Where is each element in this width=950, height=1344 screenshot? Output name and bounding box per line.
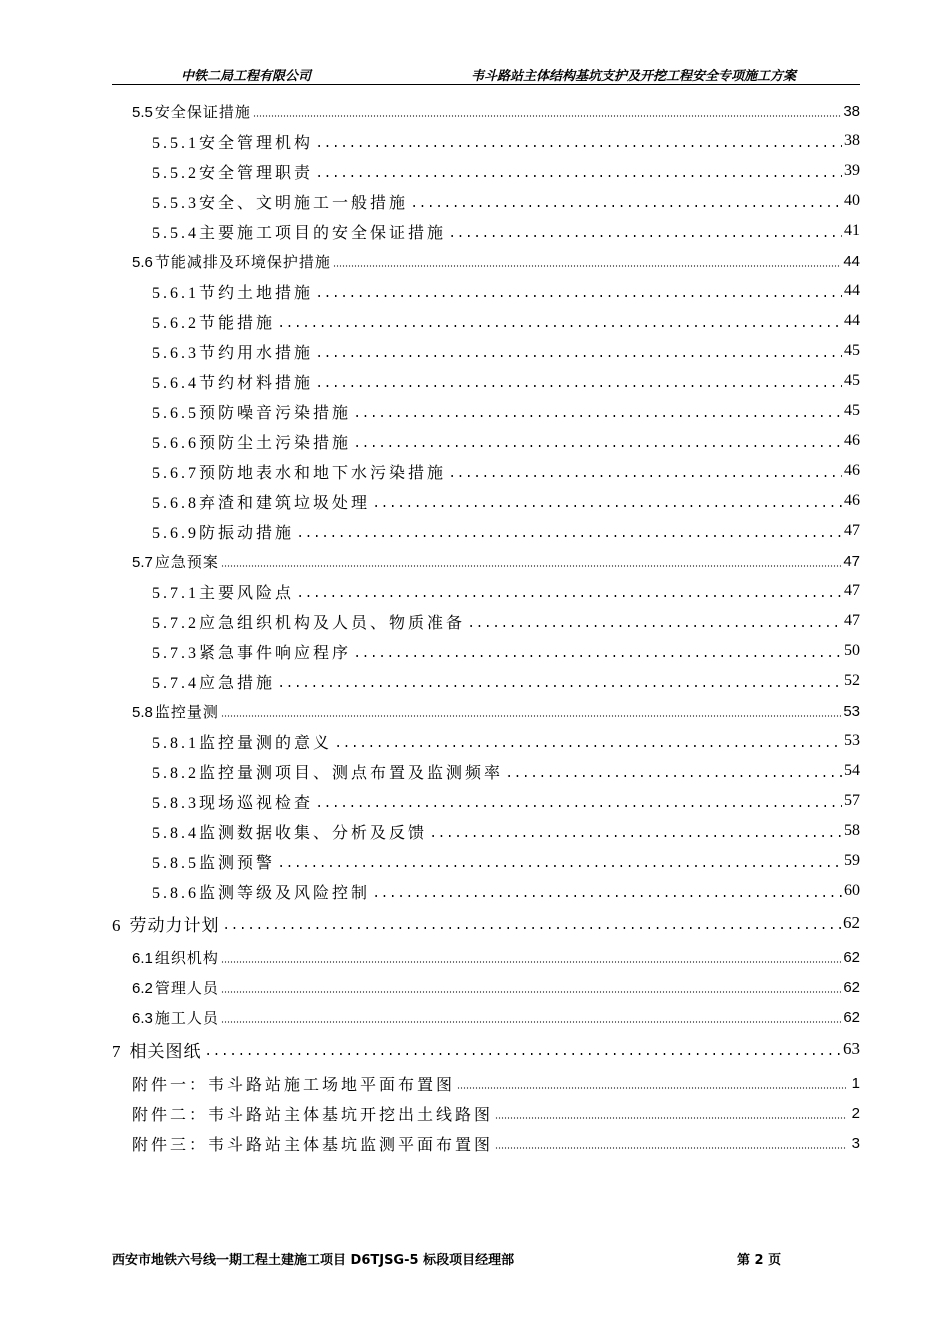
header-company: 中铁二局工程有限公司 xyxy=(181,69,312,84)
toc-entry-page: 57 xyxy=(844,792,860,809)
toc-entry-page: 52 xyxy=(844,672,860,689)
toc-entry-page: 1 xyxy=(851,1074,860,1092)
header-doc-title: 韦斗路站主体结构基坑支护及开挖工程安全专项施工方案 xyxy=(470,69,796,84)
toc-entry-number: 附件二： xyxy=(132,1104,209,1124)
toc-entry-title: 预防噪音污染措施 xyxy=(199,402,352,422)
toc-entry-label xyxy=(132,551,219,572)
toc-entry-label xyxy=(152,430,351,453)
toc-dot-leader xyxy=(448,216,842,246)
toc-entry-title: 管理人员 xyxy=(154,978,219,997)
toc-entry-page: 53 xyxy=(843,702,860,720)
toc-entry[interactable] xyxy=(112,908,860,938)
toc-entry-number: 5.8.6 xyxy=(152,884,199,902)
toc-entry-number: 5.6.4 xyxy=(152,374,199,392)
toc-entry[interactable] xyxy=(152,336,860,366)
toc-entry[interactable] xyxy=(132,972,860,1002)
toc-entry-label xyxy=(152,400,351,423)
toc-entry-number: 5.7.1 xyxy=(152,584,199,602)
toc-entry[interactable] xyxy=(152,516,860,546)
toc-dot-leader xyxy=(448,456,842,486)
toc-dot-leader xyxy=(222,908,842,938)
toc-entry-title: 主要施工项目的安全保证措施 xyxy=(199,222,447,242)
toc-entry-page: 47 xyxy=(843,552,860,570)
toc-entry-title: 安全、文明施工一般措施 xyxy=(199,192,409,212)
toc-dot-leader xyxy=(204,1034,842,1064)
toc-entry-page: 62 xyxy=(843,978,860,996)
toc-entry-title: 安全管理职责 xyxy=(199,162,314,182)
toc-entry-title: 监控量测 xyxy=(154,702,219,721)
toc-entry[interactable] xyxy=(152,816,860,846)
toc-dot-leader xyxy=(315,276,842,306)
toc-dot-leader xyxy=(353,636,842,666)
toc-entry-label xyxy=(132,1102,493,1125)
toc-entry-number: 5.8.1 xyxy=(152,734,199,752)
toc-entry-page: 39 xyxy=(844,162,860,179)
toc-entry-number: 6.2 xyxy=(132,979,153,997)
toc-entry-page: 53 xyxy=(844,732,860,749)
toc-entry-page: 47 xyxy=(844,522,860,539)
toc-entry-page: 59 xyxy=(844,852,860,869)
toc-entry-title: 预防尘土污染措施 xyxy=(199,432,352,452)
toc-entry-label xyxy=(152,490,370,513)
toc-entry[interactable] xyxy=(112,1034,860,1064)
toc-entry-page: 2 xyxy=(851,1104,860,1122)
toc-entry-number: 5.7 xyxy=(132,553,153,571)
toc-entry-label xyxy=(132,1007,219,1028)
toc-entry-number: 5.5.4 xyxy=(152,224,199,242)
toc-entry[interactable] xyxy=(152,756,860,786)
toc-entry-title: 监控量测项目、测点布置及监测频率 xyxy=(199,762,504,782)
toc-entry-title: 监控量测的意义 xyxy=(199,732,333,752)
toc-entry-label xyxy=(132,977,219,998)
toc-entry-title: 节约材料措施 xyxy=(199,372,314,392)
toc-dot-leader xyxy=(333,246,841,276)
toc-entry-label xyxy=(152,310,275,333)
toc-entry-number: 5.6 xyxy=(132,253,153,271)
toc-entry-title: 相关图纸 xyxy=(129,1041,202,1062)
toc-entry-page: 38 xyxy=(844,132,860,149)
toc-entry-number: 5.8 xyxy=(132,703,153,721)
toc-entry-page: 41 xyxy=(844,222,860,239)
toc-entry-label xyxy=(152,340,313,363)
toc-entry-label xyxy=(132,1072,455,1095)
toc-entry-number: 6 xyxy=(112,915,122,935)
toc-dot-leader xyxy=(315,786,842,816)
toc-entry-page: 44 xyxy=(843,252,860,270)
toc-entry-page: 47 xyxy=(844,612,860,629)
toc-entry[interactable] xyxy=(152,366,860,396)
toc-entry[interactable] xyxy=(152,486,860,516)
toc-entry-label xyxy=(152,880,370,903)
toc-entry-page: 45 xyxy=(844,372,860,389)
toc-entry[interactable] xyxy=(132,1098,860,1128)
toc-entry-label xyxy=(132,701,219,722)
footer-project: 西安市地铁六号线一期工程土建施工项目 D6TJSG-5 标段项目经理部 xyxy=(112,1253,515,1268)
toc-entry[interactable] xyxy=(132,942,860,972)
toc-dot-leader xyxy=(410,186,842,216)
toc-dot-leader xyxy=(221,696,841,726)
toc-dot-leader xyxy=(353,426,842,456)
toc-dot-leader xyxy=(277,846,842,876)
toc-entry-number: 5.6.5 xyxy=(152,404,199,422)
toc-dot-leader xyxy=(334,726,842,756)
toc-entry[interactable] xyxy=(152,846,860,876)
toc-entry-number: 5.5.1 xyxy=(152,134,199,152)
toc-entry-label xyxy=(152,190,408,213)
toc-dot-leader xyxy=(505,756,842,786)
toc-entry-title: 韦斗路站主体基坑开挖出土线路图 xyxy=(208,1104,494,1124)
toc-entry-page: 46 xyxy=(844,492,860,509)
toc-entry-title: 节约用水措施 xyxy=(199,342,314,362)
toc-entry-title: 现场巡视检查 xyxy=(199,792,314,812)
toc-entry-page: 46 xyxy=(844,432,860,449)
toc-entry-label xyxy=(152,130,313,153)
toc-dot-leader xyxy=(277,666,842,696)
toc-dot-leader xyxy=(221,546,841,576)
page-header xyxy=(112,64,860,85)
toc-entry-title: 监测数据收集、分析及反馈 xyxy=(199,822,428,842)
toc-entry[interactable] xyxy=(152,606,860,636)
toc-dot-leader xyxy=(221,942,841,972)
toc-entry[interactable] xyxy=(152,126,860,156)
toc-entry-number: 5.6.1 xyxy=(152,284,199,302)
toc-entry-number: 5.8.3 xyxy=(152,794,199,812)
toc-entry-title: 紧急事件响应程序 xyxy=(199,642,352,662)
toc-entry-number: 5.6.8 xyxy=(152,494,199,512)
toc-entry-label xyxy=(152,280,313,303)
toc-entry-title: 韦斗路站主体基坑监测平面布置图 xyxy=(208,1134,494,1154)
toc-entry-title: 应急组织机构及人员、物质准备 xyxy=(199,612,466,632)
toc-entry[interactable] xyxy=(152,306,860,336)
toc-entry-number: 5.6.3 xyxy=(152,344,199,362)
toc-dot-leader xyxy=(353,396,842,426)
toc-entry-number: 5.6.6 xyxy=(152,434,199,452)
toc-entry-label xyxy=(152,670,275,693)
toc-entry-title: 主要风险点 xyxy=(199,582,295,602)
toc-entry-page: 62 xyxy=(843,948,860,966)
toc-entry-title: 安全保证措施 xyxy=(154,102,251,121)
toc-dot-leader xyxy=(467,606,842,636)
toc-entry-page: 58 xyxy=(844,822,860,839)
toc-entry-number: 5.7.2 xyxy=(152,614,199,632)
toc-entry-title: 劳动力计划 xyxy=(129,915,220,936)
toc-dot-leader xyxy=(429,816,842,846)
toc-entry-number: 6.1 xyxy=(132,949,153,967)
toc-entry-page: 46 xyxy=(844,462,860,479)
toc-entry-label xyxy=(152,850,275,873)
toc-entry-page: 54 xyxy=(844,762,860,779)
toc-dot-leader xyxy=(296,516,842,546)
toc-entry-label xyxy=(152,370,313,393)
toc-entry-page: 3 xyxy=(851,1134,860,1152)
toc-entry-page: 45 xyxy=(844,402,860,419)
toc-entry-page: 47 xyxy=(844,582,860,599)
toc-entry-number: 5.8.2 xyxy=(152,764,199,782)
toc-entry-page: 44 xyxy=(844,282,860,299)
toc-entry[interactable] xyxy=(152,396,860,426)
toc-dot-leader xyxy=(221,972,841,1002)
toc-dot-leader xyxy=(372,876,842,906)
toc-entry-label xyxy=(132,251,331,272)
toc-entry-number: 5.8.5 xyxy=(152,854,199,872)
toc-entry-page: 38 xyxy=(843,102,860,120)
toc-entry[interactable] xyxy=(152,576,860,606)
toc-entry-title: 监测等级及风险控制 xyxy=(199,882,371,902)
toc-entry-page: 63 xyxy=(843,1039,860,1058)
toc-entry-number: 5.7.3 xyxy=(152,644,199,662)
toc-entry[interactable] xyxy=(132,696,860,726)
toc-dot-leader xyxy=(315,156,842,186)
toc-entry-title: 预防地表水和地下水污染措施 xyxy=(199,462,447,482)
toc-entry-number: 5.5.2 xyxy=(152,164,199,182)
toc-dot-leader xyxy=(495,1128,846,1158)
toc-entry-number: 附件一： xyxy=(132,1074,209,1094)
toc-entry[interactable] xyxy=(132,1128,860,1158)
toc-dot-leader xyxy=(296,576,842,606)
toc-entry-number: 7 xyxy=(112,1041,122,1061)
toc-entry-title: 施工人员 xyxy=(154,1008,219,1027)
toc-dot-leader xyxy=(315,126,842,156)
toc-dot-leader xyxy=(372,486,842,516)
toc-entry-page: 62 xyxy=(843,913,860,932)
toc-dot-leader xyxy=(253,96,841,126)
toc-entry-label xyxy=(152,790,313,813)
toc-entry[interactable] xyxy=(152,156,860,186)
toc-entry[interactable] xyxy=(152,876,860,906)
toc-entry-page: 62 xyxy=(843,1008,860,1026)
toc-entry[interactable] xyxy=(152,216,860,246)
toc-entry-label xyxy=(152,760,503,783)
toc-entry-page: 45 xyxy=(844,342,860,359)
toc-dot-leader xyxy=(221,1002,841,1032)
toc-entry-label xyxy=(152,220,446,243)
toc-entry[interactable] xyxy=(152,666,860,696)
toc-entry-title: 弃渣和建筑垃圾处理 xyxy=(199,492,371,512)
toc-entry-number: 5.7.4 xyxy=(152,674,199,692)
toc-entry-title: 防振动措施 xyxy=(199,522,295,542)
toc-dot-leader xyxy=(495,1098,846,1128)
toc-entry-title: 应急措施 xyxy=(199,672,276,692)
toc-entry-label xyxy=(152,610,465,633)
toc-entry[interactable] xyxy=(152,186,860,216)
toc-entry[interactable] xyxy=(152,636,860,666)
toc-entry-number: 附件三： xyxy=(132,1134,209,1154)
toc-entry-number: 5.6.2 xyxy=(152,314,199,332)
toc-entry-number: 5.6.7 xyxy=(152,464,199,482)
toc-entry-title: 安全管理机构 xyxy=(199,132,314,152)
toc-entry-label xyxy=(132,947,219,968)
toc-entry-page: 50 xyxy=(844,642,860,659)
toc-entry[interactable] xyxy=(152,726,860,756)
toc-dot-leader xyxy=(457,1068,846,1098)
toc-entry[interactable] xyxy=(152,276,860,306)
toc-entry-title: 节能减排及环境保护措施 xyxy=(154,252,331,271)
toc-entry-label xyxy=(132,1132,493,1155)
toc-entry-title: 节约土地措施 xyxy=(199,282,314,302)
toc-entry-label xyxy=(152,580,294,603)
toc-entry-label xyxy=(112,911,220,936)
toc-entry-page: 40 xyxy=(844,192,860,209)
toc-entry-label xyxy=(152,160,313,183)
toc-entry[interactable] xyxy=(152,456,860,486)
toc-entry[interactable] xyxy=(132,1068,860,1098)
toc-entry-page: 60 xyxy=(844,882,860,899)
toc-entry-title: 组织机构 xyxy=(154,948,219,967)
toc-entry-label xyxy=(152,460,446,483)
toc-entry-number: 5.5.3 xyxy=(152,194,199,212)
toc-entry-label xyxy=(132,101,251,122)
toc-dot-leader xyxy=(315,336,842,366)
toc-entry-label xyxy=(112,1037,202,1062)
toc-entry-title: 应急预案 xyxy=(154,552,219,571)
toc-entry[interactable] xyxy=(132,1002,860,1032)
toc-entry[interactable] xyxy=(132,246,860,276)
toc-entry-title: 韦斗路站施工场地平面布置图 xyxy=(208,1074,456,1094)
footer-page-number: 第 2 页 xyxy=(737,1253,782,1268)
toc-entry-title: 监测预警 xyxy=(199,852,276,872)
toc-entry-number: 5.8.4 xyxy=(152,824,199,842)
toc-entry-label xyxy=(152,820,427,843)
toc-entry-label xyxy=(152,520,294,543)
toc-entry[interactable] xyxy=(132,546,860,576)
toc-entry-label xyxy=(152,640,351,663)
toc-dot-leader xyxy=(277,306,842,336)
toc-entry[interactable] xyxy=(152,786,860,816)
toc-entry-number: 5.5 xyxy=(132,103,153,121)
toc-entry[interactable] xyxy=(152,426,860,456)
toc-entry[interactable] xyxy=(132,96,860,126)
toc-dot-leader xyxy=(315,366,842,396)
toc-entry-title: 节能措施 xyxy=(199,312,276,332)
toc-entry-number: 6.3 xyxy=(132,1009,153,1027)
toc-entry-number: 5.6.9 xyxy=(152,524,199,542)
toc-entry-label xyxy=(152,730,332,753)
toc-entry-page: 44 xyxy=(844,312,860,329)
